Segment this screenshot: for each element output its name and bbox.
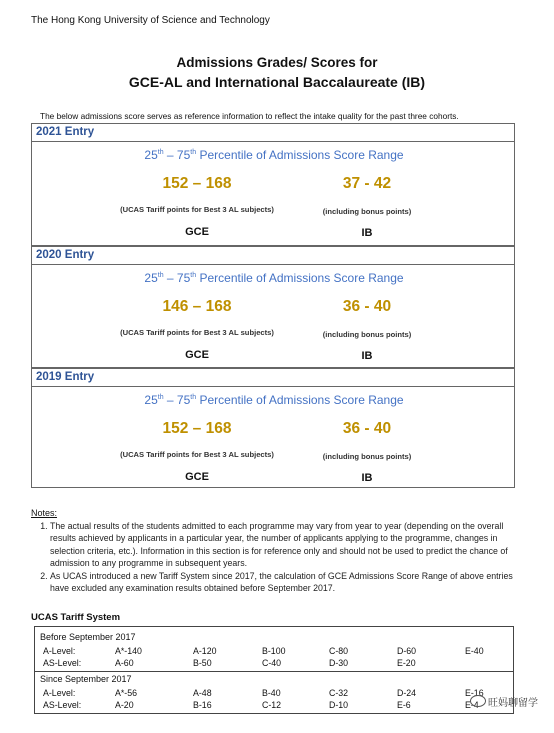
ib-label: IB xyxy=(361,227,373,239)
ucas-table xyxy=(34,626,514,714)
ib-note: (including bonus points) xyxy=(322,207,412,216)
ucas-since-a-row: A-Level: A*-56 A-48 B-40 C-32 D-24 E-16 xyxy=(43,688,484,698)
gce-score: 152 – 168 xyxy=(162,175,232,192)
ib-score: 36 - 40 xyxy=(342,298,392,315)
ucas-before-label: Before September 2017 xyxy=(40,632,136,642)
wechat-icon xyxy=(470,695,486,707)
watermark: 旺妈聊留学 xyxy=(470,694,538,709)
ib-label: IB xyxy=(361,350,373,362)
percentile-heading: 25th – 75th Percentile of Admissions Score Range xyxy=(144,271,404,285)
entry-header-2019: 2019 Entry xyxy=(31,368,515,386)
entry-header-2021: 2021 Entry xyxy=(31,123,515,141)
ucas-divider xyxy=(35,671,513,672)
gce-note: (UCAS Tariff points for Best 3 AL subjects) xyxy=(120,328,274,337)
gce-score: 152 – 168 xyxy=(162,420,232,437)
university-name: The Hong Kong University of Science and Technology xyxy=(31,15,270,26)
ib-note: (including bonus points) xyxy=(322,452,412,461)
notes-list xyxy=(38,520,520,594)
gce-score: 146 – 168 xyxy=(162,298,232,315)
ib-score: 36 - 40 xyxy=(342,420,392,437)
note-item: 2. As UCAS introduced a new Tariff System since 2017, the calculation of GCE Admissions Score Range of above entries have excluded any examination results obtained before September 2017. xyxy=(50,570,520,595)
gce-note: (UCAS Tariff points for Best 3 AL subjects) xyxy=(120,450,274,459)
percentile-heading: 25th – 75th Percentile of Admissions Score Range xyxy=(144,393,404,407)
entry-box-2020 xyxy=(31,264,515,368)
ucas-since-as-row: AS-Level: A-20 B-16 C-12 D-10 E-6 E-4 xyxy=(43,700,479,710)
note-item: 1. The actual results of the students admitted to each programme may vary from year to year (depending on the overall results achieved by applicants in a particular year, the number of applicants applying to the programme, changes in selection criteria, etc.). Information in this section is for reference only and should not be used to predict the chance of admission to any programme in subsequent years. xyxy=(50,520,520,570)
ucas-heading: UCAS Tariff System xyxy=(31,612,121,623)
page-title-line2: GCE-AL and International Baccalaureate (IB) xyxy=(128,74,426,90)
gce-label: GCE xyxy=(185,349,209,361)
ib-note: (including bonus points) xyxy=(322,330,412,339)
percentile-heading: 25th – 75th Percentile of Admissions Score Range xyxy=(144,148,404,162)
entry-header-2020: 2020 Entry xyxy=(31,246,515,264)
entry-box-2019 xyxy=(31,386,515,488)
gce-label: GCE xyxy=(185,226,209,238)
ib-score: 37 - 42 xyxy=(342,175,392,192)
ucas-since-label: Since September 2017 xyxy=(40,674,132,684)
ucas-before-as-row: AS-Level: A-60 B-50 C-40 D-30 E-20 xyxy=(43,658,416,668)
entry-box-2021 xyxy=(31,141,515,246)
ib-label: IB xyxy=(361,472,373,484)
gce-label: GCE xyxy=(185,471,209,483)
intro-text: The below admissions score serves as reference information to reflect the intake quality for the past three cohorts. xyxy=(40,111,459,121)
gce-note: (UCAS Tariff points for Best 3 AL subjects) xyxy=(120,205,274,214)
notes-heading: Notes: xyxy=(31,508,58,518)
ucas-before-a-row: A-Level: A*-140 A-120 B-100 C-80 D-60 E-40 xyxy=(43,646,484,656)
page-title-line1: Admissions Grades/ Scores for xyxy=(176,55,378,70)
